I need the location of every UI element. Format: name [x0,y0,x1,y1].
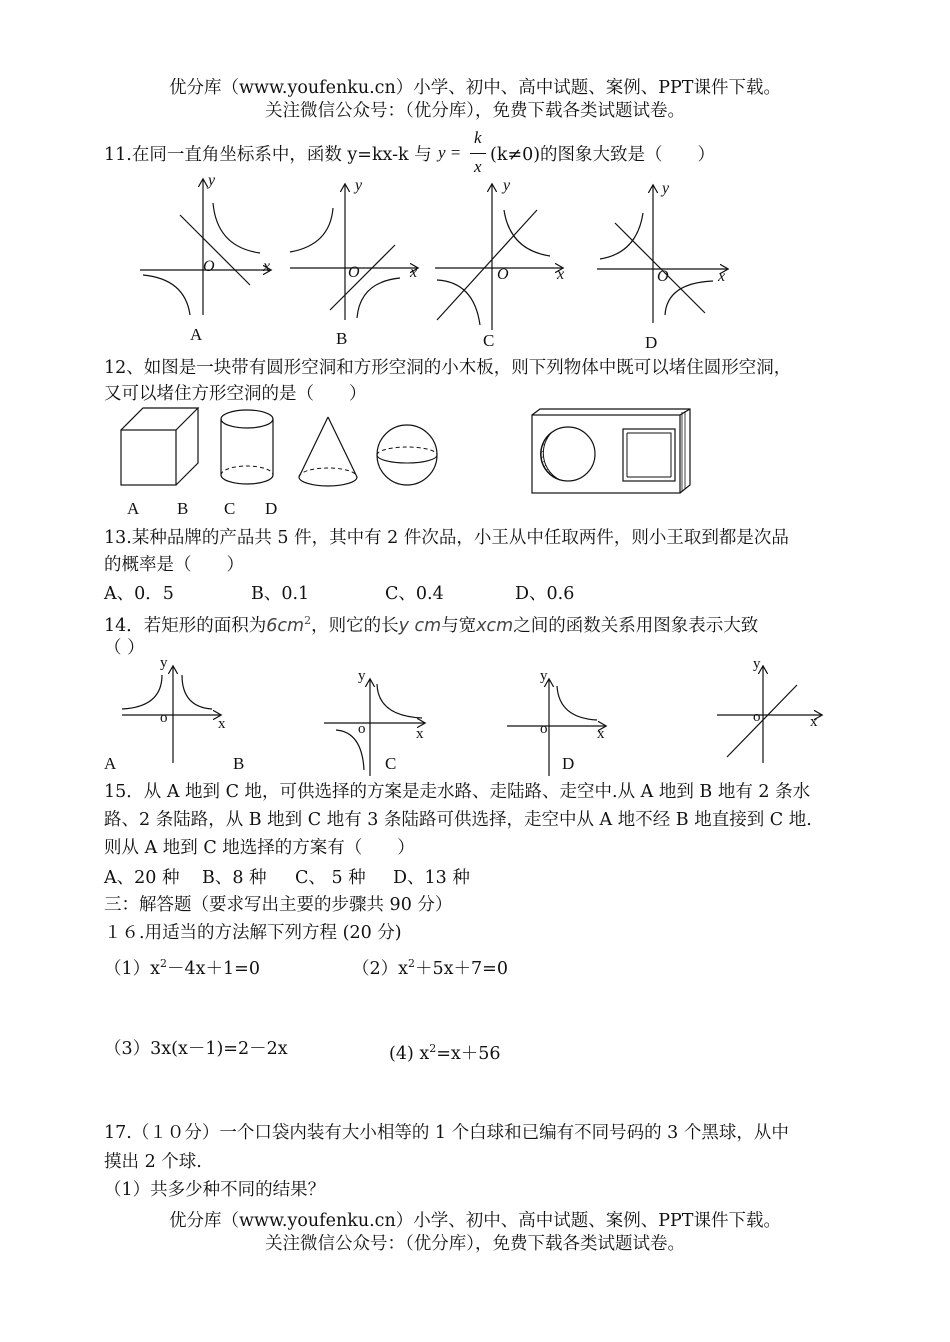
q15-option-a: A、20 种 [104,868,180,888]
q14-line-2: （ ） [104,638,145,658]
q11-d-label: D [645,333,658,352]
q14-b-label: B [233,754,245,773]
q14-text-b: ，则它的长 [311,615,399,636]
q16-part-1: $(1)x^2-4x+1=0$ [104,957,260,979]
q11-d-origin: O [657,268,669,285]
q12-solids [115,405,535,500]
q11-c-x: x [557,266,565,283]
q11-denominator: x [474,157,482,176]
q12-option-d: D [265,499,278,518]
q11-c-label: C [483,331,495,350]
q11-text-after: (k≠0)的图象大致是（ ） [490,145,716,165]
cylinder-shape [221,410,273,484]
header-line-2: 关注微信公众号：（优分库），免费下载各类试题试卷。 [265,101,685,121]
sphere-shape [377,425,437,485]
q11-graph-a [135,175,275,315]
q13-option-a: A、0．5 [104,584,174,604]
footer-line-2: 关注微信公众号：（优分库），免费下载各类试题试卷。 [265,1234,685,1254]
q11-a-y: y [208,172,216,189]
q17-line-1: 17.（１０分）一个口袋内装有大小相等的 1 个白球和已编有不同号码的 3 个黑球，从中 [104,1123,789,1143]
q17-line-2: 摸出 2 个球. [104,1152,202,1172]
q14-a-origin: o [160,710,168,726]
q12-wooden-board [530,407,695,497]
q16-part-3: （3）3x(x－1)=2－2x [104,1039,288,1059]
q11-a-label: A [190,325,203,344]
q11-b-origin: O [348,264,360,281]
q11-a-origin: O [203,258,215,275]
q12-line-1: 12、如图是一块带有圆形空洞和方形空洞的小木板，则下列物体中既可以堵住圆形空洞， [104,358,792,378]
q11-c-origin: O [497,266,509,283]
q14-a-x: x [218,716,226,732]
q15-line-2: 路、2 条陆路，从 B 地到 C 地有 3 条陆路可供选择，走空中从 A 地不经 B 地直接到 C 地. [104,810,812,830]
q14-c-y: y [540,668,548,684]
q12-line-2: 又可以堵住方形空洞的是（ ） [104,384,367,404]
q14-text-a: 14．若矩形的面积为 [104,615,267,636]
q11-graph-d [595,183,735,323]
cone-shape [299,417,357,486]
q13-option-c: C、0.4 [385,584,444,604]
cube-shape [121,408,198,485]
q11-text: 11.在同一直角坐标系中，函数 y=kx-k 与 [104,145,432,165]
q14-d-x: x [810,714,818,730]
q14-text-c: 与宽 [441,615,477,636]
q11-c-y: y [503,177,511,194]
q14-c-origin: o [540,721,548,737]
q16-part-4: (4) $x^2=x+56$ [389,1042,501,1064]
q12-option-c: C [224,499,236,518]
q11-b-x: x [410,264,418,281]
q15-line-1: 15．从 A 地到 C 地，可供选择的方案是走水路、走陆路、走空中.从 A 地到 B 地有 2 条水 [104,782,811,802]
q14-b-x: x [416,726,424,742]
q11-numerator: k [474,128,482,147]
q11-b-label: B [336,329,348,348]
q11-b-y: y [355,177,363,194]
q13-line-2: 的概率是（ ） [104,555,244,575]
q13-line-1: 13.某种品牌的产品共 5 件，其中有 2 件次品，小王从中任取两件，则小王取到都是次品 [104,528,789,548]
q16-part-2: $(2)x^2+5x+7=0$ [352,957,508,979]
q14-var-y: y cm [398,615,442,636]
q11-fraction-bar [470,153,486,154]
q14-area: 6cm [266,615,305,636]
q14-text-d: 之间的函数关系用图象表示大致 [513,615,759,636]
q11-formula-lhs: y = [438,143,462,162]
q11-stem [104,143,432,167]
q13-option-d: D、0.6 [515,584,575,604]
q14-a-label: A [104,754,117,773]
q11-graph-c [432,180,572,330]
q14-d-origin: o [753,709,761,725]
q11-graph-b [285,180,425,320]
q13-option-b: B、0.1 [251,584,310,604]
q14-b-origin: o [358,721,366,737]
q12-option-b: B [177,499,189,518]
q14-area-exp: 2 [304,614,312,627]
q15-option-c: C、 5 种 [295,868,366,888]
q14-c-x: x [597,726,605,742]
q14-a-y: y [160,655,168,671]
q14-d-label: D [562,754,575,773]
q17-part-1: （1）共多少种不同的结果？ [104,1180,326,1200]
q11-d-y: y [662,180,670,197]
q14-b-y: y [358,668,366,684]
q14-stem [104,609,758,638]
section3-title: 三：解答题（要求写出主要的步骤共 90 分） [104,895,453,915]
q14-var-x: xcm [476,615,514,636]
header-line-1: 优分库（www.youfenku.cn）小学、初中、高中试题、案例、PPT课件下载。 [169,78,781,98]
q14-c-label: C [385,754,397,773]
q12-option-a: A [127,499,140,518]
q15-option-d: D、13 种 [393,868,470,888]
q11-d-x: x [718,268,726,285]
footer-line-1: 优分库（www.youfenku.cn）小学、初中、高中试题、案例、PPT课件下载。 [169,1211,781,1231]
q16-title: １６.用适当的方法解下列方程 (20 分) [104,923,402,943]
q14-graph-a [120,665,230,765]
q15-option-b: B、8 种 [202,868,267,888]
q15-line-3: 则从 A 地到 C 地选择的方案有（ ） [104,838,415,858]
q14-d-y: y [753,656,761,672]
q11-a-x: x [263,258,271,275]
